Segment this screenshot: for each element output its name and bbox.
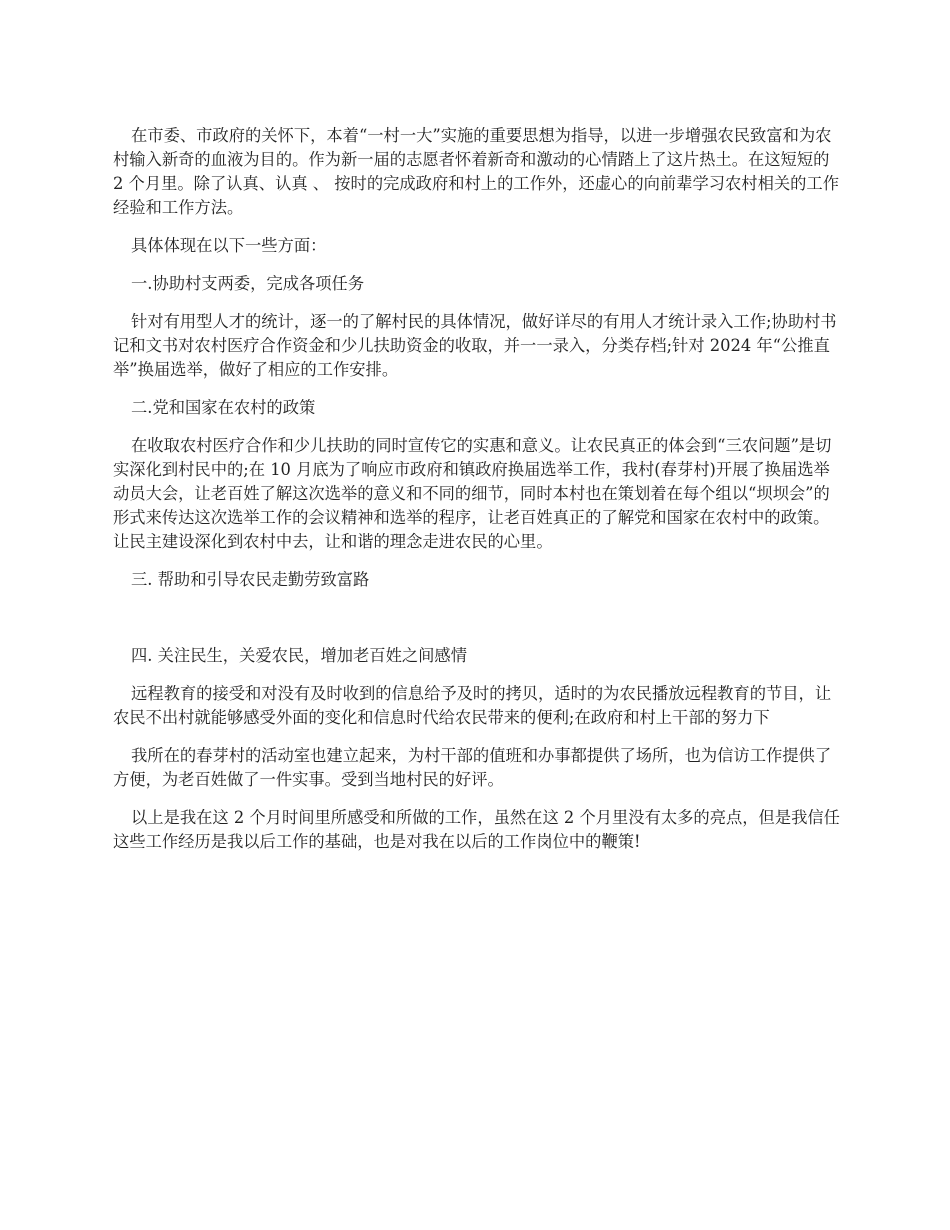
section-heading-4: 四. 关注民生，关爱农民，增加老百姓之间感情 xyxy=(131,646,467,665)
section-gap xyxy=(113,606,843,644)
section-4-paragraph-1: 远程教育的接受和对没有及时收到的信息给予及时的拷贝，适时的为农民播放远程教育的节目，让农民不出村就能够感受外面的变化和信息时代给农民带来的便利;在政府和村上干部的努力下 xyxy=(113,684,832,727)
section-4-paragraph-2: 我所在的春芽村的活动室也建立起来，为村干部的值班和办事都提供了场所，也为信访工作提供了方便，为老百姓做了一件实事。受到当地村民的好评。 xyxy=(113,746,832,789)
section-1-paragraph: 针对有用型人才的统计，逐一的了解村民的具体情况，做好详尽的有用人才统计录入工作;协助村书记和文书对农村医疗合作资金和少儿扶助资金的收取，并一一录入，分类存档;针对 2024 年“公推直举”换届选举，做好了相应的工作安排。 xyxy=(113,312,837,379)
section-2-paragraph: 在收取农村医疗合作和少儿扶助的同时宣传它的实惠和意义。让农民真正的体会到“三农问题”是切实深化到村民中的;在 10 月底为了响应市政府和镇政府换届选举工作，我村(春芽村)开展了换届选举动员大会，让老百姓了解这次选举的意义和不同的细节，同时本村也在策划着在每个组以“坝坝会”的形式来传达这次选举工作的会议精神和选举的程序，让老百姓真正的了解党和国家在农村中的政策。让民主建设深化到农村中去，让和谐的理念走进农民的心里。 xyxy=(113,436,832,551)
section-heading-1: 一.协助村支两委，完成各项任务 xyxy=(131,274,365,293)
intro-paragraph: 在市委、市政府的关怀下，本着“一村一大”实施的重要思想为指导，以进一步增强农民致富和为农村输入新奇的血液为目的。作为新一届的志愿者怀着新奇和激动的心情踏上了这片热土。在这短短的 2 个月里。除了认真、认真 、 按时的完成政府和村上的工作外，还虚心的向前辈学习农村相关的工作经验和工作方法。 xyxy=(113,126,839,217)
aspects-intro-paragraph: 具体体现在以下一些方面： xyxy=(131,236,327,255)
document-body xyxy=(113,124,843,868)
closing-paragraph: 以上是我在这 2 个月时间里所感受和所做的工作，虽然在这 2 个月里没有太多的亮点，但是我信任这些工作经历是我以后工作的基础，也是对我在以后的工作岗位中的鞭策! xyxy=(113,808,840,851)
section-heading-3: 三. 帮助和引导农民走勤劳致富路 xyxy=(131,570,370,589)
section-heading-2: 二.党和国家在农村的政策 xyxy=(131,398,316,417)
